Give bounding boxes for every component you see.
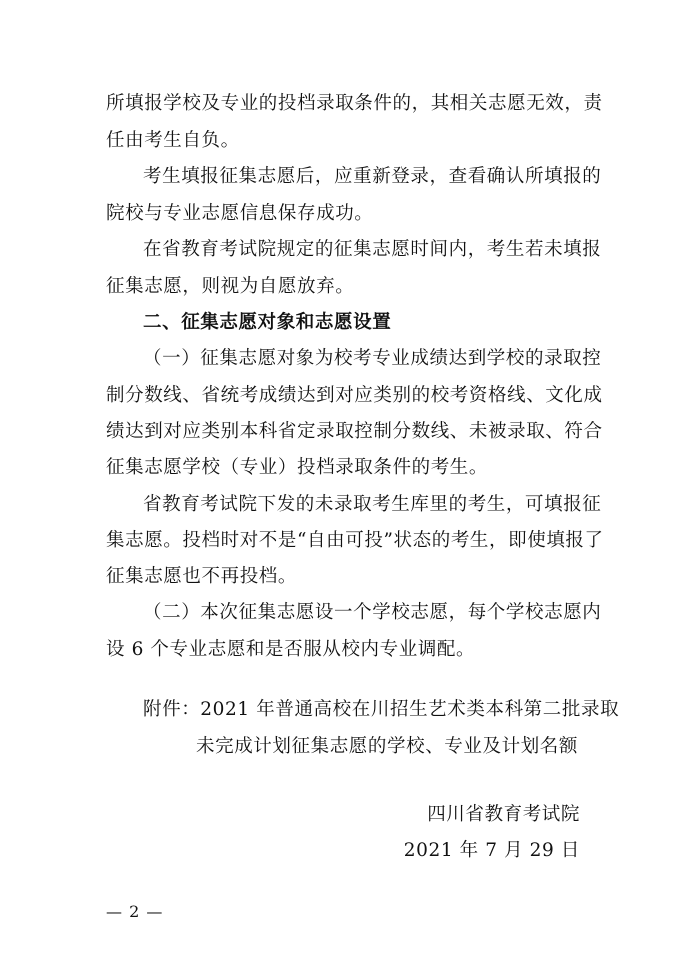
paragraph-line: 考生填报征集志愿后，应重新登录，查看确认所填报的 xyxy=(143,166,602,187)
paragraph-line: 制分数线、省统考成绩达到对应类别的校考资格线、文化成 xyxy=(106,385,603,406)
paragraph-line: 省教育考试院下发的未录取考生库里的考生，可填报征 xyxy=(143,494,602,515)
attachment-line: 未完成计划征集志愿的学校、专业及计划名额 xyxy=(196,736,579,757)
paragraph-line: 征集志愿，则视为自愿放弃。 xyxy=(106,276,355,297)
paragraph-line: 在省教育考试院规定的征集志愿时间内，考生若未填报 xyxy=(143,239,602,260)
paragraph-line: 所填报学校及专业的投档录取条件的，其相关志愿无效，责 xyxy=(106,93,603,114)
signature-date: 2021 年 7 月 29 日 xyxy=(403,840,580,861)
paragraph-line: 院校与专业志愿信息保存成功。 xyxy=(106,203,374,224)
paragraph-line: （一）征集志愿对象为校考专业成绩达到学校的录取控 xyxy=(143,348,602,369)
paragraph-line: 设 6 个专业志愿和是否服从校内专业调配。 xyxy=(106,639,476,660)
attachment-line: 附件：2021 年普通高校在川招生艺术类本科第二批录取 xyxy=(143,699,620,720)
paragraph-line: 集志愿。投档时对不是“自由可投”状态的考生，即使填报了 xyxy=(106,530,604,551)
signature-org: 四川省教育考试院 xyxy=(427,804,580,825)
paragraph-line: （二）本次征集志愿设一个学校志愿，每个学校志愿内 xyxy=(143,602,602,623)
paragraph-line: 绩达到对应类别本科省定录取控制分数线、未被录取、符合 xyxy=(106,421,603,442)
section-heading: 二、征集志愿对象和志愿设置 xyxy=(143,312,392,333)
paragraph-line: 征集志愿也不再投档。 xyxy=(106,566,298,587)
paragraph-line: 任由考生自负。 xyxy=(106,130,240,151)
paragraph-line: 征集志愿学校（专业）投档录取条件的考生。 xyxy=(106,457,489,478)
page-number: — 2 — xyxy=(106,902,164,921)
